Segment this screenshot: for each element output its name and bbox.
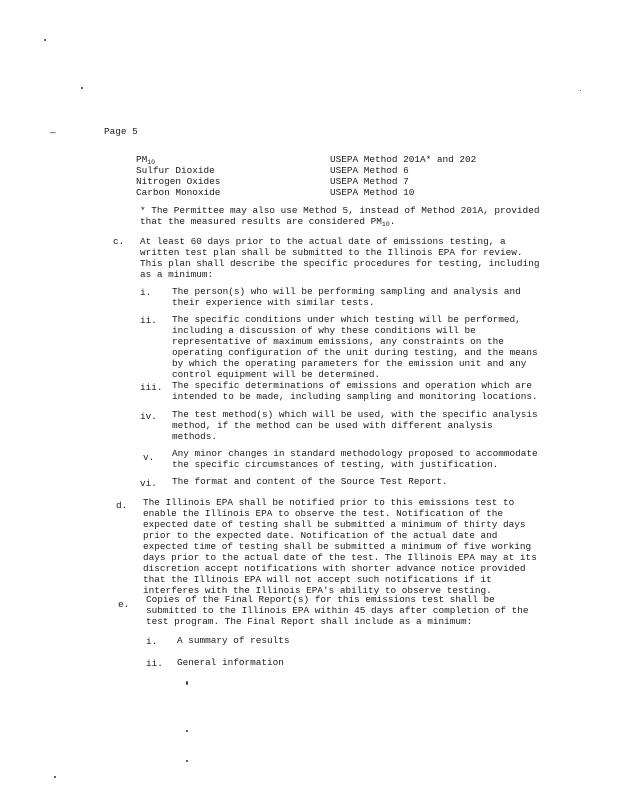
paragraph-line: prior to the expected date. Notification of the actual date and	[143, 530, 498, 541]
list-item-label: iii.	[140, 382, 163, 393]
list-item-label: iv.	[140, 411, 157, 422]
pollutant-name: Carbon Monoxide	[136, 187, 221, 198]
list-item-text: The specific conditions under which testing will be performed, including a discussion of why these conditions will be representative of maximum emissions, any constraints on the operating configuration of the unit during testing, and the means by which the operating parameters for the emission unit and any control equipment will be determined.	[172, 314, 538, 380]
pollutant-subscript: 10	[147, 159, 156, 166]
list-item-label: ii.	[146, 658, 163, 669]
footnote	[140, 205, 539, 230]
paragraph-line: that the Illinois EPA will not accept such notifications if it	[143, 574, 492, 585]
method-name: USEPA Method 201A* and 202	[330, 154, 477, 165]
paragraph-line: This plan shall describe the specific procedures for testing, including	[140, 258, 540, 269]
list-item-text: The format and content of the Source Test Report.	[172, 476, 448, 487]
section-d-body	[143, 497, 537, 596]
pollutant-name: Nitrogen Oxides	[136, 176, 221, 187]
list-item-text: Any minor changes in standard methodology proposed to accommodate the specific circumstances of testing, with justification.	[172, 448, 538, 470]
paragraph-line: as a minimum:	[140, 269, 214, 280]
page-label: Page 5	[104, 126, 138, 137]
list-item-text: The test method(s) which will be used, with the specific analysis method, if the method can be used with different analysis methods.	[172, 409, 538, 442]
paragraph-line: test program. The Final Report shall include as a minimum:	[146, 616, 473, 627]
scan-speck	[44, 39, 46, 41]
section-c-label: c.	[113, 236, 125, 247]
list-item-text: A summary of results	[177, 635, 290, 646]
scan-speck	[81, 87, 83, 89]
list-item-text: The specific determinations of emissions and operation which are intended to be made, including sampling and monitoring locations.	[172, 380, 538, 402]
list-item-text: General information	[177, 657, 284, 668]
pollutant-name: Sulfur Dioxide	[136, 165, 215, 176]
footnote-line: * The Permittee may also use Method 5, instead of Method 201A, provided	[140, 205, 540, 216]
paragraph-line: enable the Illinois EPA to observe the test. Notification of the	[143, 508, 504, 519]
paragraph-line: expected date of testing shall be submitted a minimum of thirty days	[143, 519, 526, 530]
section-e-body	[146, 594, 529, 627]
footnote-subscript: 10	[381, 221, 390, 228]
method-name: USEPA Method 6	[330, 165, 409, 176]
paragraph-line: Copies of the Final Report(s) for this emissions test shall be	[146, 594, 495, 605]
paragraph-line: At least 60 days prior to the actual date of emissions testing, a	[140, 236, 506, 247]
method-name: USEPA Method 10	[330, 187, 415, 198]
scan-speck	[186, 681, 188, 685]
pollutant-name: PM	[136, 154, 148, 165]
list-item-label: ii.	[140, 315, 157, 326]
paragraph-line: submitted to the Illinois EPA within 45 days after completion of the	[146, 605, 529, 616]
list-item-label: v.	[143, 452, 155, 463]
section-e-label: e.	[118, 599, 130, 610]
section-d-label: d.	[116, 500, 128, 511]
scan-speck	[186, 760, 188, 762]
scan-speck	[54, 776, 56, 778]
header-dash: —	[50, 127, 56, 138]
list-item-label: i.	[146, 636, 158, 647]
paragraph-line: expected time of testing shall be submitted a minimum of five working	[143, 541, 532, 552]
list-item-label: i.	[140, 287, 152, 298]
paragraph-line: days prior to the actual date of the test. The Illinois EPA may at its	[143, 552, 537, 563]
list-item-label: vi.	[140, 478, 157, 489]
section-c-body	[140, 236, 539, 280]
scan-speck	[186, 730, 188, 732]
paragraph-line: written test plan shall be submitted to the Illinois EPA for review.	[140, 247, 523, 258]
paragraph-line: The Illinois EPA shall be notified prior to this emissions test to	[143, 497, 515, 508]
paragraph-line: interferes with the Illinois EPA's ability to observe testing.	[143, 585, 492, 596]
scan-speck	[580, 90, 581, 91]
method-name: USEPA Method 7	[330, 176, 409, 187]
footnote-line-last: that the measured results are considered $PM_{10}$.	[140, 216, 396, 228]
paragraph-line: discretion accept notifications with shorter advance notice provided	[143, 563, 526, 574]
list-item-text: The person(s) who will be performing sampling and analysis and their experience with similar tests.	[172, 286, 521, 308]
